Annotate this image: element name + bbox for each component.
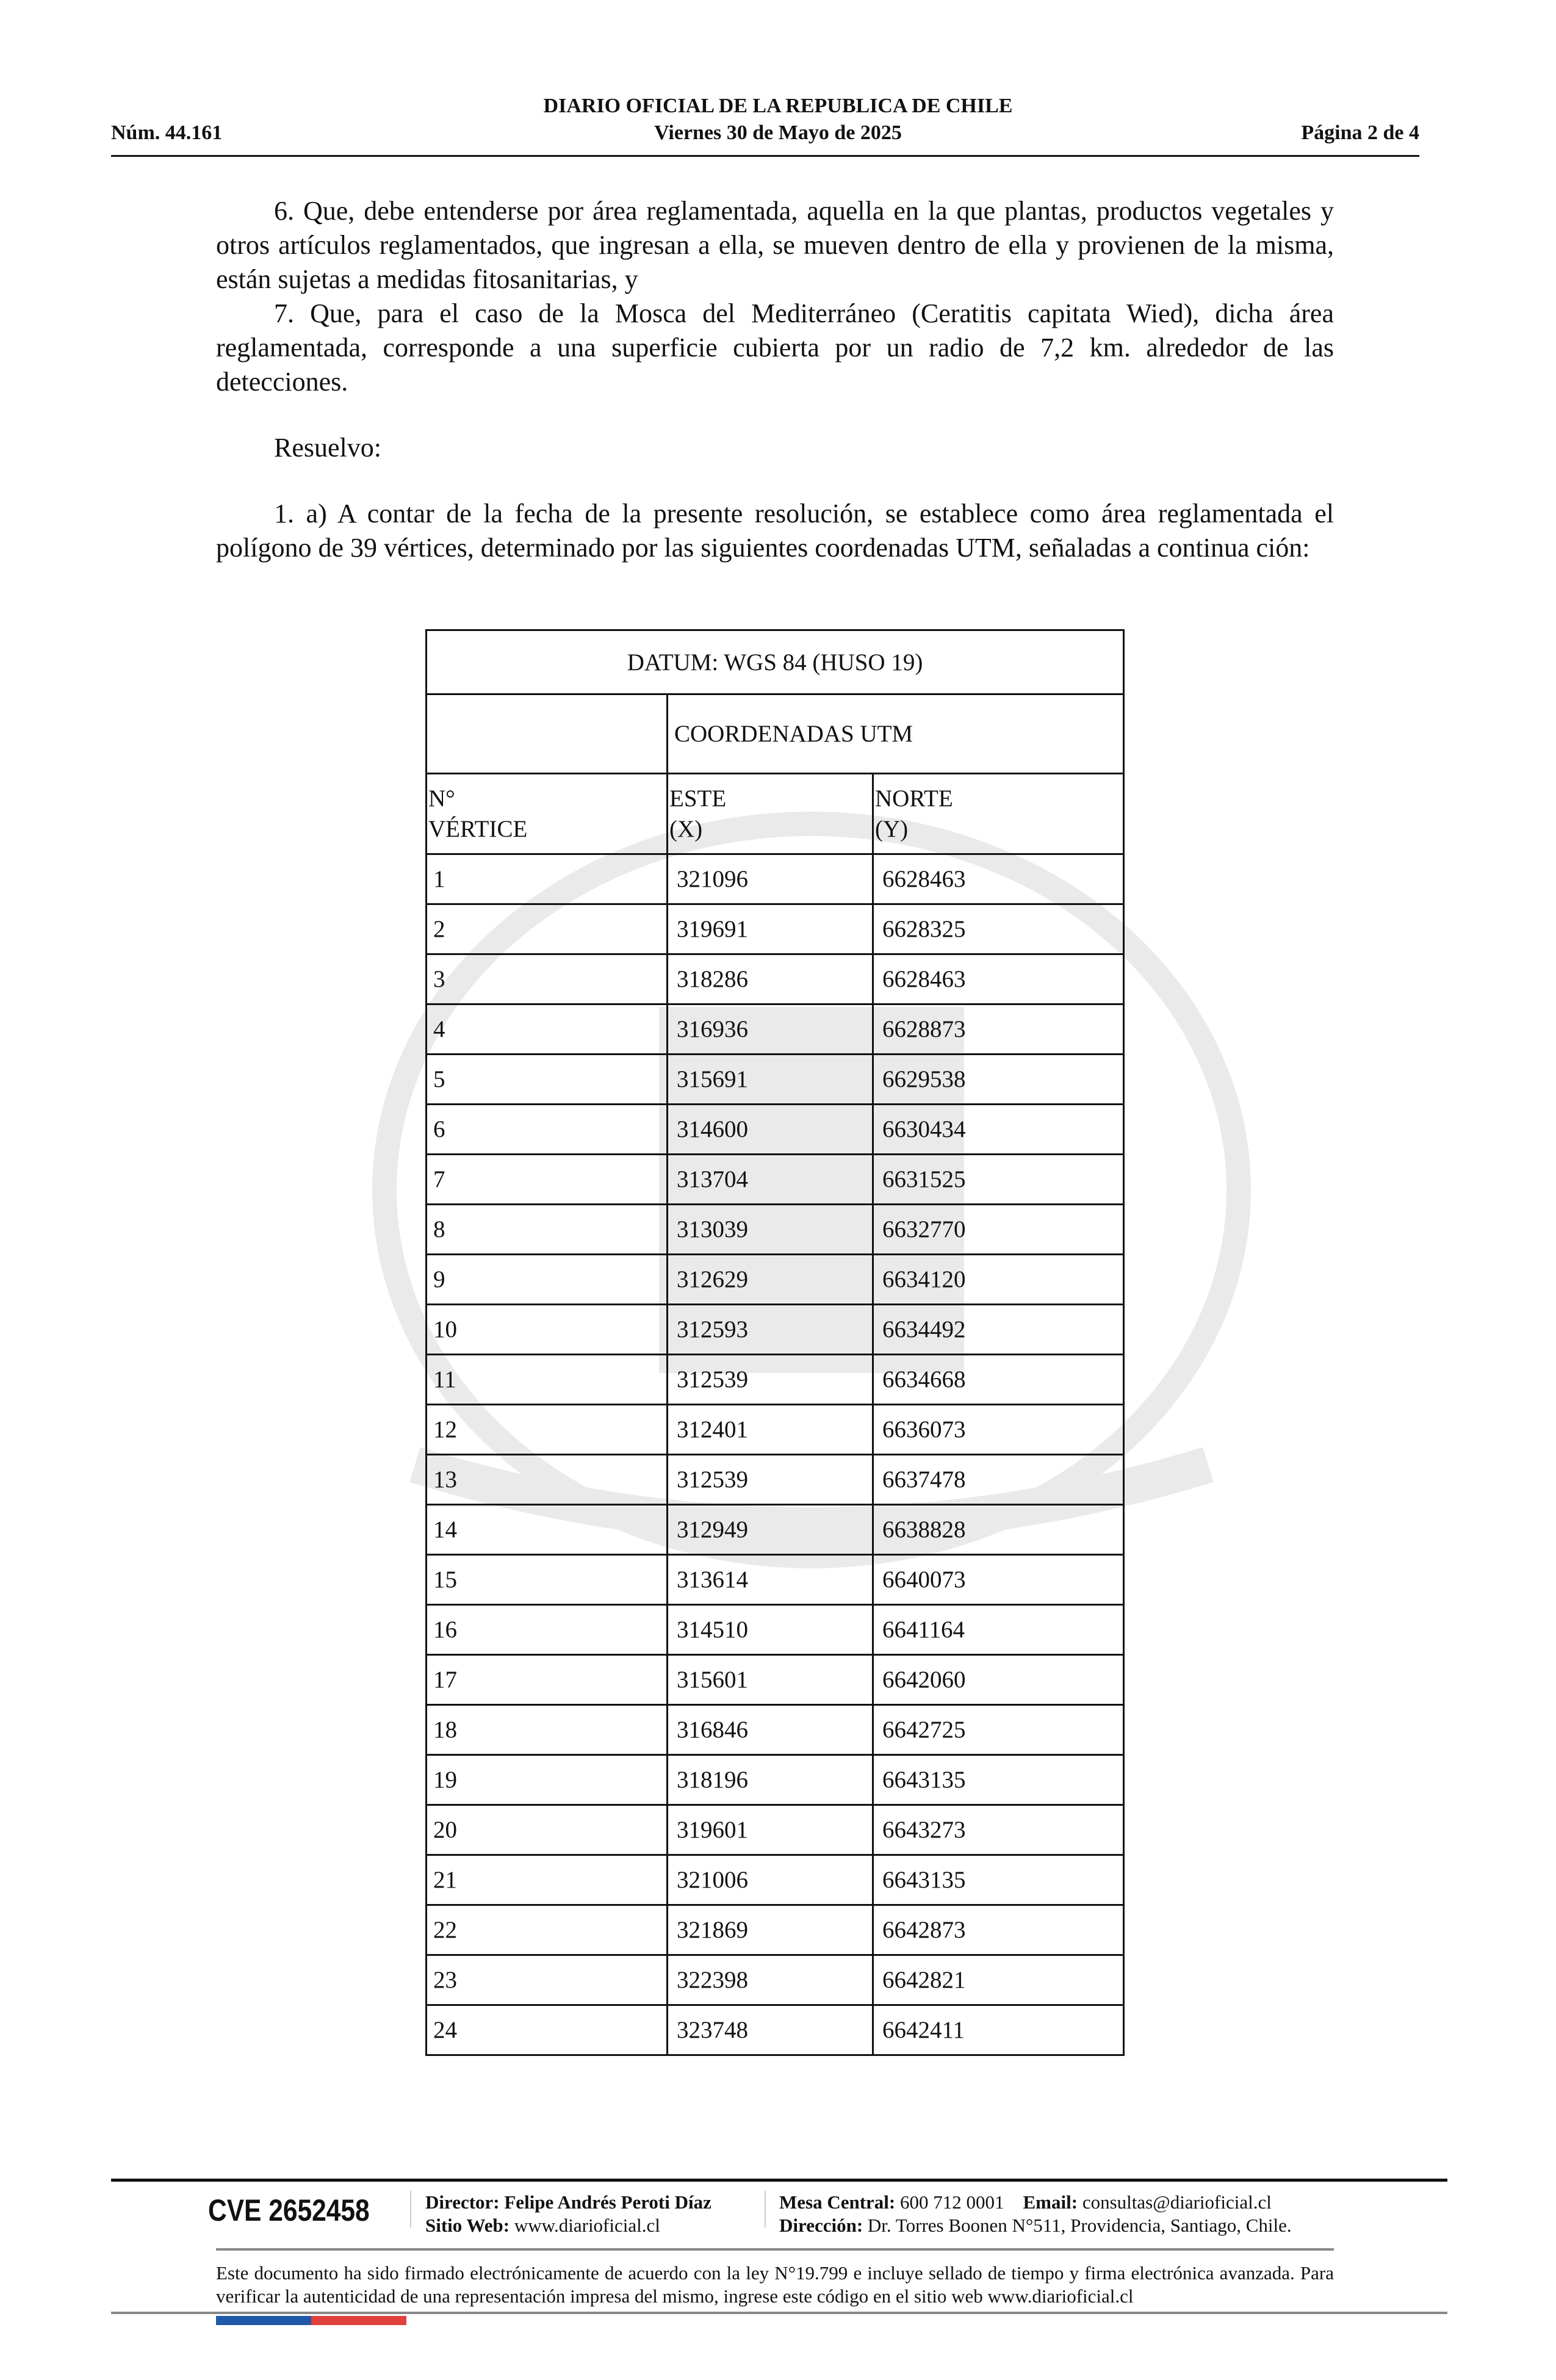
este-column-header: ESTE (X) xyxy=(668,774,873,854)
website-link[interactable]: www.diarioficial.cl xyxy=(514,2215,660,2236)
este-cell: 319691 xyxy=(668,904,873,954)
table-row xyxy=(427,1855,1124,1905)
este-cell: 312629 xyxy=(668,1255,873,1305)
norte-cell: 6636073 xyxy=(873,1405,1124,1455)
norte-column-header: NORTE (Y) xyxy=(873,774,1124,854)
table-row xyxy=(427,2005,1124,2055)
utm-coordinates-table xyxy=(425,629,1125,2056)
norte-cell: 6642411 xyxy=(873,2005,1124,2055)
norte-cell: 6642821 xyxy=(873,1955,1124,2005)
este-cell: 316936 xyxy=(668,1004,873,1055)
table-row xyxy=(427,1705,1124,1755)
este-cell: 314600 xyxy=(668,1105,873,1155)
este-cell: 319601 xyxy=(668,1805,873,1855)
table-row xyxy=(427,954,1124,1004)
vertex-cell: 14 xyxy=(427,1505,668,1555)
flag-red-bar xyxy=(311,2316,406,2325)
norte-cell: 6630434 xyxy=(873,1105,1124,1155)
resuelvo-heading: Resuelvo: xyxy=(274,433,381,463)
este-cell: 313704 xyxy=(668,1155,873,1205)
norte-cell: 6642873 xyxy=(873,1905,1124,1955)
footer-director-block: Director: Felipe Andrés Peroti Díaz Sitio Web: www.diarioficial.cl xyxy=(425,2191,711,2236)
norte-cell: 6631525 xyxy=(873,1155,1124,1205)
paragraph-1a: 1. a) A contar de la fecha de la presente resolución, se establece como área reglamentada el polígono de 39 vértices, determinado por las siguientes coordenadas UTM, señaladas a continua ción: xyxy=(216,499,1334,563)
footer-divider xyxy=(111,2312,1447,2314)
vertex-cell: 5 xyxy=(427,1055,668,1105)
table-row xyxy=(427,1105,1124,1155)
norte-cell: 6628325 xyxy=(873,904,1124,954)
norte-cell: 6643135 xyxy=(873,1855,1124,1905)
table-row xyxy=(427,1405,1124,1455)
vertex-cell: 21 xyxy=(427,1855,668,1905)
vertex-cell: 7 xyxy=(427,1155,668,1205)
vertex-cell: 1 xyxy=(427,854,668,904)
cve-code: CVE 2652458 xyxy=(208,2193,370,2227)
norte-cell: 6628463 xyxy=(873,954,1124,1004)
footer-separator xyxy=(765,2191,766,2227)
vertex-cell: 10 xyxy=(427,1305,668,1355)
este-cell: 312539 xyxy=(668,1455,873,1505)
table-row xyxy=(427,1655,1124,1705)
norte-cell: 6640073 xyxy=(873,1555,1124,1605)
table-row xyxy=(427,1755,1124,1805)
este-cell: 315691 xyxy=(668,1055,873,1105)
este-cell: 321006 xyxy=(668,1855,873,1905)
table-row xyxy=(427,904,1124,954)
table-row xyxy=(427,854,1124,904)
vertex-cell: 17 xyxy=(427,1655,668,1705)
table-row xyxy=(427,1805,1124,1855)
newspaper-title: DIARIO OFICIAL DE LA REPUBLICA DE CHILE xyxy=(543,95,1013,117)
norte-cell: 6641164 xyxy=(873,1605,1124,1655)
vertex-cell: 12 xyxy=(427,1405,668,1455)
paragraph-6: 6. Que, debe entenderse por área reglamentada, aquella en la que plantas, productos vegetales y otros artículos reglamentados, que ingresan a ella, se mueven dentro de ella y provienen de la misma, están sujetas a medidas fitosanitarias, y xyxy=(216,196,1334,294)
norte-cell: 6638828 xyxy=(873,1505,1124,1555)
norte-cell: 6634120 xyxy=(873,1255,1124,1305)
vertex-cell: 18 xyxy=(427,1705,668,1755)
norte-cell: 6634668 xyxy=(873,1355,1124,1405)
vertex-cell: 22 xyxy=(427,1905,668,1955)
norte-cell: 6642060 xyxy=(873,1655,1124,1705)
footer-separator xyxy=(410,2191,411,2227)
este-cell: 312949 xyxy=(668,1505,873,1555)
norte-cell: 6643273 xyxy=(873,1805,1124,1855)
table-row xyxy=(427,1155,1124,1205)
este-cell: 314510 xyxy=(668,1605,873,1655)
norte-cell: 6643135 xyxy=(873,1755,1124,1805)
vertex-cell: 19 xyxy=(427,1755,668,1805)
vertex-cell: 11 xyxy=(427,1355,668,1405)
norte-cell: 6642725 xyxy=(873,1705,1124,1755)
norte-cell: 6634492 xyxy=(873,1305,1124,1355)
vertex-cell: 4 xyxy=(427,1004,668,1055)
footer-contact-block: Mesa Central: 600 712 0001 Email: consultas@diarioficial.cl Dirección: Dr. Torres Boonen N°511, Providencia, Santiago, Chile. xyxy=(779,2191,1292,2236)
table-row xyxy=(427,1455,1124,1505)
este-cell: 312401 xyxy=(668,1405,873,1455)
este-cell: 321096 xyxy=(668,854,873,904)
table-row xyxy=(427,1505,1124,1555)
table-row xyxy=(427,1255,1124,1305)
vertex-cell: 8 xyxy=(427,1205,668,1255)
vertex-column-header: N° VÉRTICE xyxy=(427,774,668,854)
issue-number: Núm. 44.161 xyxy=(111,121,223,144)
coordinates-header: COORDENADAS UTM xyxy=(668,694,1124,774)
header-divider xyxy=(111,155,1419,157)
table-row xyxy=(427,1905,1124,1955)
vertex-cell: 6 xyxy=(427,1105,668,1155)
table-row xyxy=(427,1305,1124,1355)
table-row xyxy=(427,1205,1124,1255)
vertex-cell: 2 xyxy=(427,904,668,954)
norte-cell: 6628873 xyxy=(873,1004,1124,1055)
este-cell: 312539 xyxy=(668,1355,873,1405)
norte-cell: 6637478 xyxy=(873,1455,1124,1505)
flag-blue-bar xyxy=(216,2316,311,2325)
vertex-cell: 3 xyxy=(427,954,668,1004)
este-cell: 315601 xyxy=(668,1655,873,1705)
footer-divider xyxy=(216,2248,1334,2251)
este-cell: 318286 xyxy=(668,954,873,1004)
vertex-cell: 24 xyxy=(427,2005,668,2055)
table-row xyxy=(427,1055,1124,1105)
norte-cell: 6629538 xyxy=(873,1055,1124,1105)
norte-cell: 6628463 xyxy=(873,854,1124,904)
empty-cell xyxy=(427,694,668,774)
este-cell: 323748 xyxy=(668,2005,873,2055)
page-number: Página 2 de 4 xyxy=(1301,121,1419,144)
footer-divider xyxy=(111,2179,1447,2182)
signature-disclaimer: Este documento ha sido firmado electrónicamente de acuerdo con la ley N°19.799 e incluye sellado de tiempo y firma electrónica avanzada. Para verificar la autenticidad de una representación impresa del mismo, ingrese este código en el sitio web www.diarioficial.cl xyxy=(216,2262,1334,2307)
vertex-cell: 9 xyxy=(427,1255,668,1305)
table-row xyxy=(427,1555,1124,1605)
table-row xyxy=(427,1004,1124,1055)
vertex-cell: 20 xyxy=(427,1805,668,1855)
table-row xyxy=(427,1355,1124,1405)
issue-date: Viernes 30 de Mayo de 2025 xyxy=(654,121,902,144)
body-paragraphs xyxy=(216,194,1334,565)
paragraph-7: 7. Que, para el caso de la Mosca del Mediterráneo (Ceratitis capitata Wied), dicha área reglamentada, corresponde a una superficie cubierta por un radio de 7,2 km. alrededor de las detecciones. xyxy=(216,298,1334,397)
vertex-cell: 16 xyxy=(427,1605,668,1655)
vertex-cell: 13 xyxy=(427,1455,668,1505)
datum-header: DATUM: WGS 84 (HUSO 19) xyxy=(427,630,1124,694)
este-cell: 313039 xyxy=(668,1205,873,1255)
este-cell: 322398 xyxy=(668,1955,873,2005)
este-cell: 312593 xyxy=(668,1305,873,1355)
table-row xyxy=(427,1955,1124,2005)
este-cell: 313614 xyxy=(668,1555,873,1605)
este-cell: 321869 xyxy=(668,1905,873,1955)
norte-cell: 6632770 xyxy=(873,1205,1124,1255)
vertex-cell: 15 xyxy=(427,1555,668,1605)
table-row xyxy=(427,1605,1124,1655)
email-link[interactable]: consultas@diarioficial.cl xyxy=(1082,2191,1272,2213)
este-cell: 316846 xyxy=(668,1705,873,1755)
este-cell: 318196 xyxy=(668,1755,873,1805)
vertex-cell: 23 xyxy=(427,1955,668,2005)
